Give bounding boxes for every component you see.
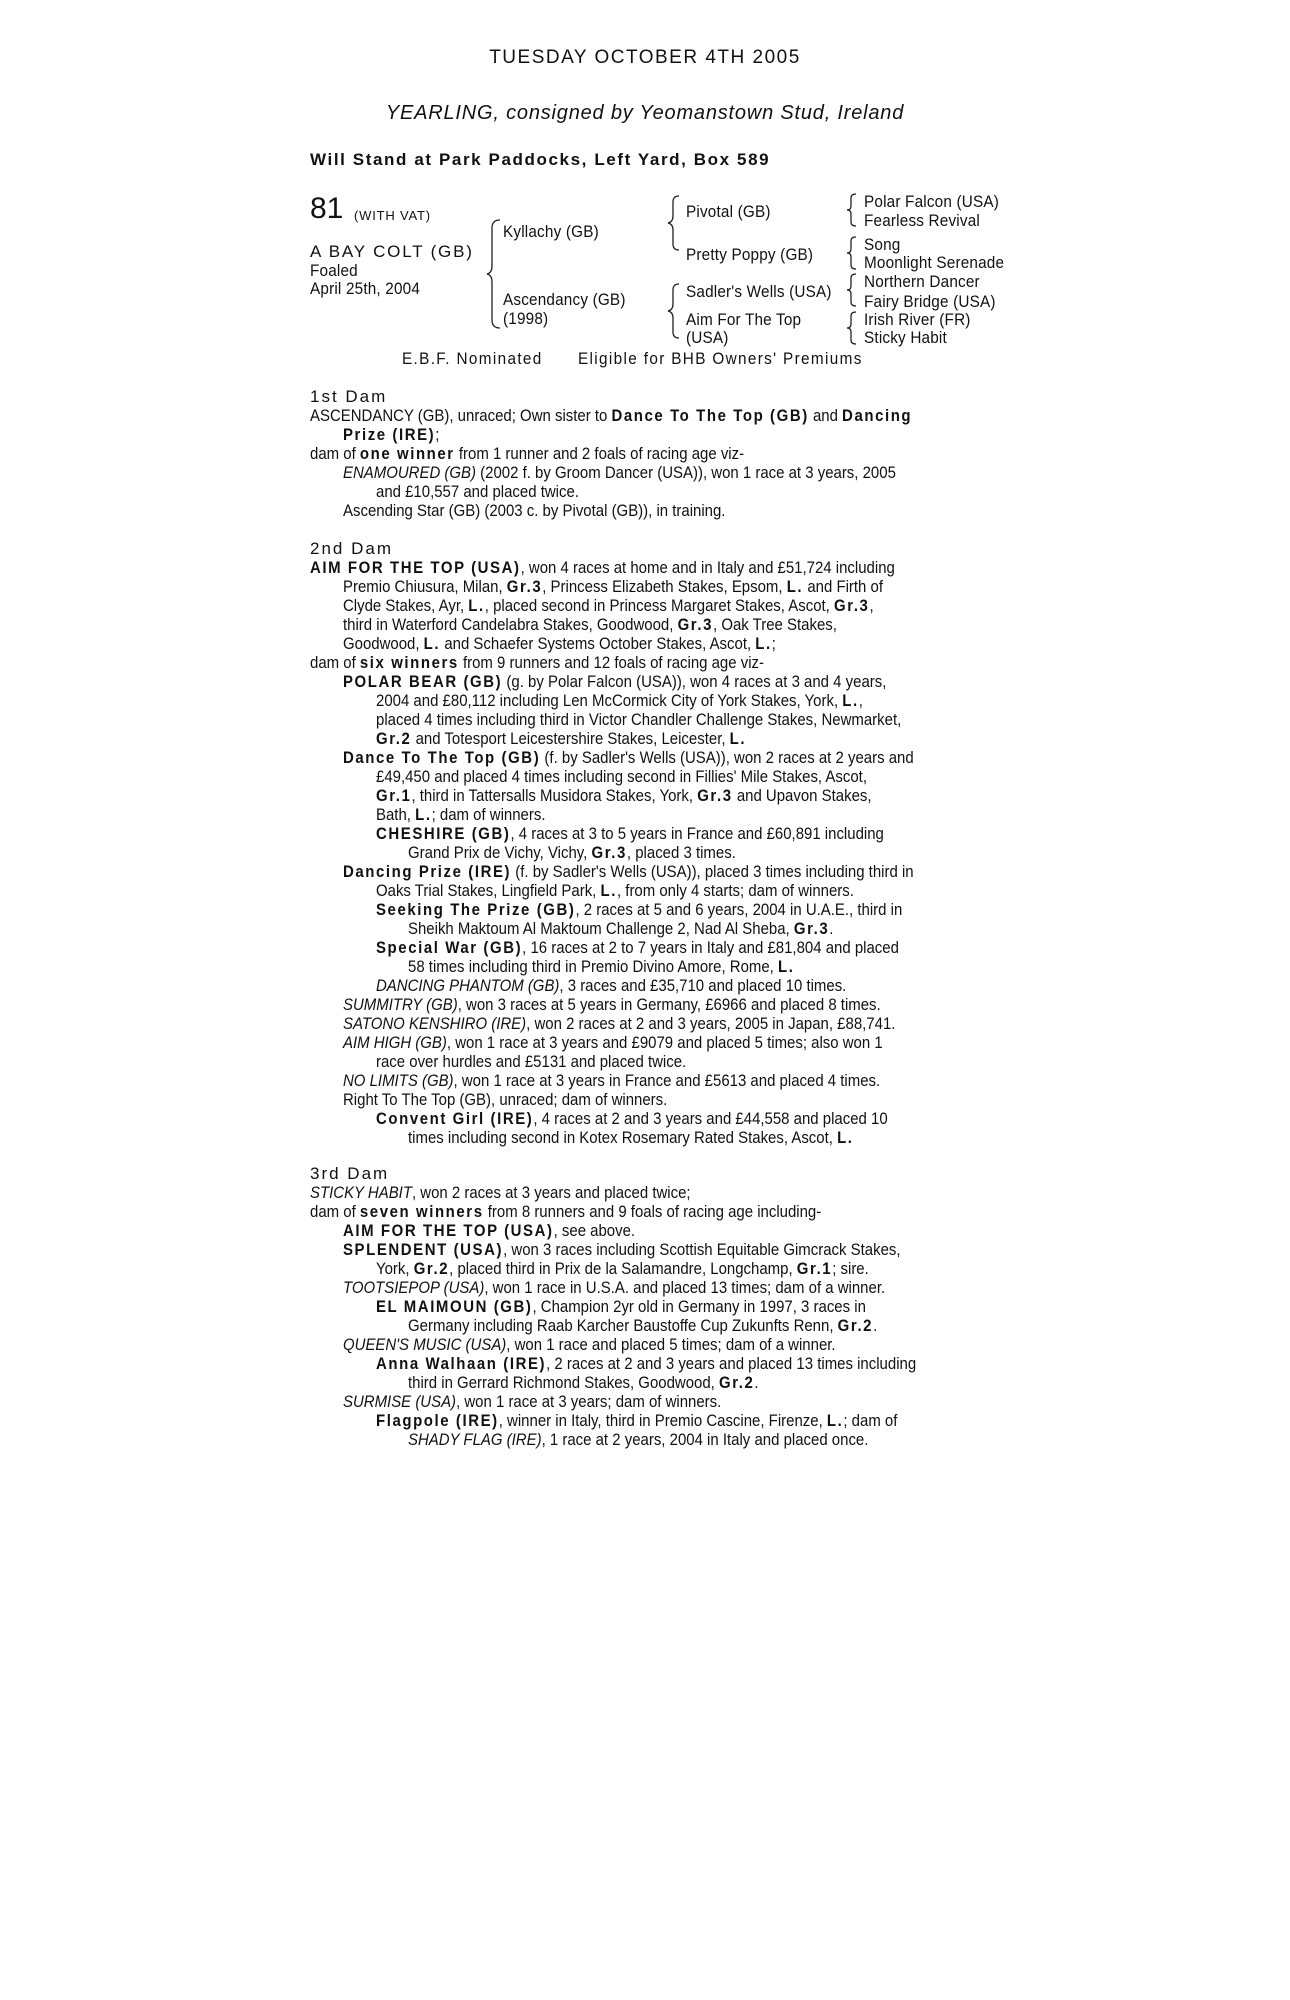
text-segment: (f. by Sadler's Wells (USA)), won 2 races at 2 years and [540,748,914,767]
horse-name-bold: Gr.3 [677,615,714,634]
pedigree-brace-sire [667,194,681,252]
text-segment: Sheikh Maktoum Al Maktoum Challenge 2, Nad Al Sheba, [408,919,794,938]
pedigree-dam-sire: Sadler's Wells (USA) [686,282,832,301]
text-segment: Oaks Trial Stakes, Lingfield Park, [376,881,601,900]
text-segment: , [858,691,863,710]
text-line [310,1183,691,1202]
text-segment: and [808,406,843,425]
text-line [343,577,883,596]
text-segment: dam of [310,444,360,463]
horse-name-bold: Gr.2 [413,1259,450,1278]
text-line [376,710,901,729]
text-line [343,862,914,881]
text-line [343,463,896,482]
text-segment: placed 4 times including third in Victor Chandler Challenge Stakes, Newmarket, [376,710,902,729]
horse-name-bold: one winner [359,444,455,463]
horse-name-bold: Gr.3 [591,843,627,862]
horse-name-bold: L. [415,805,432,824]
text-segment: third in Gerrard Richmond Stakes, Goodwood, [408,1373,719,1392]
text-segment: , won 3 races at 5 years in Germany, £6966 and placed 8 times. [457,995,881,1014]
text-line [376,767,867,786]
horse-name-bold: seven winners [359,1202,484,1221]
text-segment: and Totesport Leicestershire Stakes, Leicester, [411,729,730,748]
text-segment: , won 1 race in U.S.A. and placed 13 times; dam of a winner. [484,1278,886,1297]
text-segment: , 3 races and £35,710 and placed 10 times. [559,976,847,995]
pedigree-brace-dd [846,310,858,346]
horse-name-bold: L. [786,577,804,596]
horse-name-bold: Prize (IRE) [343,425,436,444]
text-line [376,1354,916,1373]
section-third-dam: 3rd Dam [310,1164,390,1183]
bhb-eligibility: Eligible for BHB Owners' Premiums [578,349,863,368]
horse-name-bold: Flagpole (IRE) [376,1411,499,1430]
horse-name-bold: Gr.3 [793,919,830,938]
horse-name-bold: six winners [359,653,459,672]
text-line [376,1297,866,1316]
horse-name-bold: AIM FOR THE TOP (USA) [343,1221,554,1240]
horse-name-bold: L. [729,729,747,748]
text-line [408,1316,877,1335]
horse-name-bold: Gr.3 [834,596,870,615]
text-line [310,444,744,463]
text-segment: , Champion 2yr old in Germany in 1997, 3 races in [532,1297,866,1316]
horse-name-bold: SPLENDENT (USA) [343,1240,504,1259]
vat-note: (WITH VAT) [354,208,431,223]
text-line [376,824,884,843]
text-segment: ; dam of [843,1411,898,1430]
consignment-line: YEARLING, consigned by Yeomanstown Stud, Ireland [385,102,905,124]
text-segment: , placed second in Princess Margaret Stakes, Ascot, [484,596,835,615]
text-line [408,1128,854,1147]
pedigree-ssd: Fearless Revival [864,211,980,230]
horse-name-bold: L. [842,691,859,710]
horse-name-italic: AIM HIGH (GB) [343,1033,447,1052]
text-segment: Right To The Top (GB), unraced; dam of winners. [343,1090,668,1109]
horse-name-italic: NO LIMITS (GB) [343,1071,454,1090]
text-segment: ; [771,634,776,653]
pedigree-brace-dam [667,282,681,340]
horse-name-italic: TOOTSIEPOP (USA) [343,1278,485,1297]
pedigree-dam-dam-name: Aim For The Top [686,310,802,329]
text-segment: , from only 4 starts; dam of winners. [616,881,854,900]
pedigree-sds: Song [864,235,901,254]
text-line [376,691,863,710]
text-segment: , placed 3 times. [626,843,736,862]
text-line [310,406,912,425]
horse-name-bold: L. [777,957,795,976]
text-line [376,976,846,995]
stand-location: Will Stand at Park Paddocks, Left Yard, Box 589 [310,150,771,169]
text-line [376,1411,897,1430]
text-segment: ; [435,425,440,444]
lot-number: 81 [310,192,344,225]
text-line [408,1430,868,1449]
foaled-label: Foaled [310,261,358,280]
text-segment: Premio Chiusura, Milan, [343,577,507,596]
text-line [376,482,579,501]
text-line [310,1202,821,1221]
text-line [343,1240,901,1259]
text-segment: third in Waterford Candelabra Stakes, Goodwood, [343,615,678,634]
pedigree-sire-dam: Pretty Poppy (GB) [686,245,814,264]
pedigree-sire: Kyllachy (GB) [503,222,599,241]
text-segment: dam of [310,653,360,672]
horse-name-italic: SUMMITRY (GB) [343,995,458,1014]
text-segment: , won 1 race and placed 5 times; dam of a winner. [506,1335,836,1354]
text-segment: 58 times including third in Premio Divino Amore, Rome, [408,957,778,976]
text-segment: , won 1 race at 3 years in France and £5613 and placed 4 times. [453,1071,881,1090]
text-line [376,805,545,824]
horse-name-bold: Special War (GB) [376,938,523,957]
text-line [310,653,764,672]
text-segment: , won 1 race at 3 years and £9079 and placed 5 times; also won 1 [446,1033,883,1052]
text-segment: , 4 races at 3 to 5 years in France and £60,891 including [510,824,884,843]
pedigree-dam-dam-country: (USA) [686,328,729,347]
horse-name-bold: Dance To The Top (GB) [343,748,541,767]
text-line [343,1392,721,1411]
text-line [376,900,902,919]
horse-name-bold: L. [826,1411,844,1430]
horse-name-italic: SHADY FLAG (IRE) [408,1430,542,1449]
pedigree-dam-year: (1998) [503,309,549,328]
text-segment: , winner in Italy, third in Premio Cascine, Firenze, [498,1411,827,1430]
text-line [408,1373,759,1392]
text-segment: , 1 race at 2 years, 2004 in Italy and placed once. [541,1430,869,1449]
text-segment: and Schaefer Systems October Stakes, Ascot, [440,634,756,653]
text-line [376,1109,888,1128]
horse-name-bold: EL MAIMOUN (GB) [376,1297,533,1316]
text-segment: , won 2 races at 3 years and placed twice; [411,1183,691,1202]
horse-name-bold: Convent Girl (IRE) [376,1109,534,1128]
text-segment: and £10,557 and placed twice. [376,482,579,501]
text-line [310,558,895,577]
text-segment: (f. by Sadler's Wells (USA)), placed 3 times including third in [511,862,914,881]
text-line [343,995,881,1014]
horse-name-bold: L. [755,634,772,653]
pedigree-dss: Northern Dancer [864,272,980,291]
text-segment: Germany including Raab Karcher Baustoffe Cup Zukunfts Renn, [408,1316,838,1335]
text-line [343,1278,885,1297]
horse-name-bold: AIM FOR THE TOP (USA) [310,558,521,577]
horse-name-bold: Gr.3 [697,786,733,805]
foaled-date: April 25th, 2004 [310,279,421,298]
horse-name-bold: Gr.3 [506,577,543,596]
text-segment: (2002 f. by Groom Dancer (USA)), won 1 race at 3 years, 2005 [475,463,896,482]
horse-name-bold: Gr.1 [796,1259,833,1278]
text-line [343,634,776,653]
horse-name-bold: Dancing Prize (IRE) [343,862,512,881]
pedigree-dsd: Fairy Bridge (USA) [864,292,996,311]
text-segment: Clyde Stakes, Ayr, [343,596,469,615]
text-line [343,425,439,444]
text-line [376,881,854,900]
text-segment: , 2 races at 2 and 3 years and placed 13 times including [546,1354,917,1373]
text-segment: ; sire. [832,1259,869,1278]
pedigree-brace-sd [846,235,858,271]
text-segment: , placed third in Prix de la Salamandre, Longchamp, [449,1259,797,1278]
text-line [343,1071,880,1090]
text-segment: , 4 races at 2 and 3 years and £44,558 and placed 10 [533,1109,888,1128]
text-line [343,1221,635,1240]
text-segment: . [754,1373,759,1392]
horse-name-italic: SURMISE (USA) [343,1392,457,1411]
text-segment: 2004 and £80,112 including Len McCormick City of York Stakes, York, [376,691,843,710]
text-segment: race over hurdles and £5131 and placed twice. [376,1052,687,1071]
text-line [343,672,886,691]
text-line [376,938,899,957]
text-segment: ASCENDANCY (GB), unraced; Own sister to [310,406,612,425]
horse-name-bold: POLAR BEAR (GB) [343,672,503,691]
pedigree-sss: Polar Falcon (USA) [864,192,1000,211]
pedigree-brace-main [486,218,502,330]
horse-name-italic: DANCING PHANTOM (GB) [376,976,560,995]
text-line [343,1090,667,1109]
text-segment: , won 3 races including Scottish Equitable Gimcrack Stakes, [503,1240,901,1259]
text-line [376,1259,869,1278]
text-segment: from 1 runner and 2 foals of racing age viz- [454,444,745,463]
text-segment: , 2 races at 5 and 6 years, 2004 in U.A.E., third in [575,900,903,919]
text-segment: York, [376,1259,414,1278]
text-segment: Bath, [376,805,416,824]
horse-name-italic: STICKY HABIT [310,1183,412,1202]
text-segment: . [829,919,834,938]
text-segment: , won 1 race at 3 years; dam of winners. [456,1392,722,1411]
text-segment: , see above. [553,1221,636,1240]
text-segment: (g. by Polar Falcon (USA)), won 4 races at 3 and 4 years, [502,672,887,691]
text-segment: ; dam of winners. [431,805,546,824]
text-segment: Grand Prix de Vichy, Vichy, [408,843,592,862]
text-segment: £49,450 and placed 4 times including second in Fillies' Mile Stakes, Ascot, [376,767,867,786]
text-line [343,1033,883,1052]
text-segment: , won 2 races at 2 and 3 years, 2005 in Japan, £88,741. [526,1014,896,1033]
text-line [343,596,874,615]
text-line [343,748,914,767]
pedigree-sdd: Moonlight Serenade [864,253,1005,272]
horse-name-italic: SATONO KENSHIRO (IRE) [343,1014,527,1033]
horse-name-bold: L. [600,881,617,900]
pedigree-brace-ds [846,272,858,308]
text-segment: , Oak Tree Stakes, [713,615,837,634]
horse-name-italic: QUEEN'S MUSIC (USA) [343,1335,507,1354]
pedigree-sire-sire: Pivotal (GB) [686,202,771,221]
sale-date: TUESDAY OCTOBER 4TH 2005 [489,47,801,68]
horse-name-bold: Dance To The Top (GB) [611,406,809,425]
lot-description: A BAY COLT (GB) [310,242,474,261]
horse-name-bold: Gr.2 [718,1373,755,1392]
horse-name-bold: Dancing [842,406,913,425]
horse-name-bold: Seeking The Prize (GB) [376,900,576,919]
horse-name-bold: Gr.1 [376,786,412,805]
text-line [343,615,837,634]
text-segment: , won 4 races at home and in Italy and £51,724 including [520,558,895,577]
horse-name-bold: L. [837,1128,854,1147]
text-line [408,957,794,976]
section-second-dam: 2nd Dam [310,539,393,558]
text-segment: from 9 runners and 12 foals of racing age viz- [458,653,764,672]
section-first-dam: 1st Dam [310,387,388,406]
text-line [376,1052,686,1071]
text-segment: Ascending Star (GB) (2003 c. by Pivotal (GB)), in training. [343,501,726,520]
text-segment: and Upavon Stakes, [732,786,872,805]
text-segment: , Princess Elizabeth Stakes, Epsom, [542,577,787,596]
text-line [343,1014,895,1033]
text-segment: times including second in Kotex Rosemary Rated Stakes, Ascot, [408,1128,838,1147]
horse-name-italic: ENAMOURED (GB) [343,463,476,482]
text-segment: , [869,596,874,615]
text-line [343,1335,836,1354]
text-segment: . [873,1316,878,1335]
horse-name-bold: L. [468,596,485,615]
text-line [343,501,725,520]
pedigree-dds: Irish River (FR) [864,310,971,329]
pedigree-dam-name: Ascendancy (GB) [503,290,626,309]
horse-name-bold: L. [423,634,441,653]
text-segment: , third in Tattersalls Musidora Stakes, York, [411,786,698,805]
ebf-nominated: E.B.F. Nominated [402,349,543,368]
pedigree-brace-ss [846,192,858,228]
text-line [376,786,872,805]
text-segment: Goodwood, [343,634,424,653]
pedigree-ddd: Sticky Habit [864,328,947,347]
text-segment: from 8 runners and 9 foals of racing age including- [483,1202,822,1221]
text-line [408,919,833,938]
text-line [376,729,746,748]
horse-name-bold: Gr.2 [376,729,412,748]
text-segment: and Firth of [803,577,884,596]
text-line [408,843,736,862]
horse-name-bold: Gr.2 [837,1316,874,1335]
horse-name-bold: Anna Walhaan (IRE) [376,1354,547,1373]
horse-name-bold: CHESHIRE (GB) [376,824,511,843]
text-segment: , 16 races at 2 to 7 years in Italy and £81,804 and placed [522,938,899,957]
text-segment: dam of [310,1202,360,1221]
